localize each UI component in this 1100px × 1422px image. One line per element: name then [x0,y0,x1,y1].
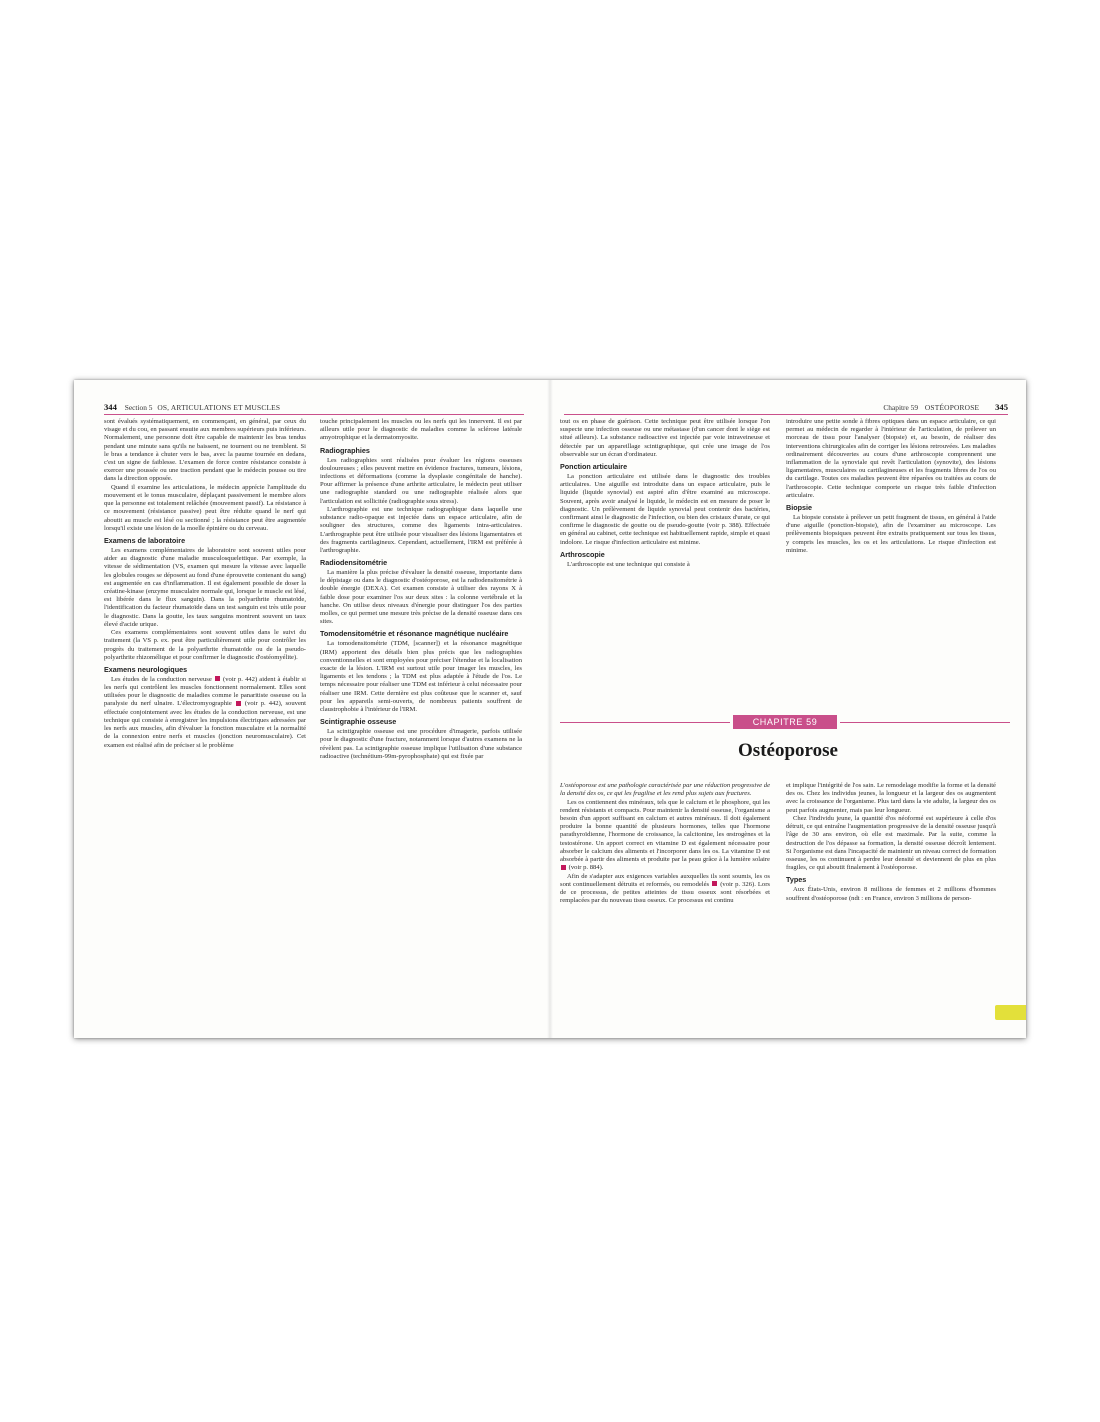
right-page-number: 345 [995,402,1008,412]
left-page-number: 344 [104,402,117,412]
chapter-band-line-left [560,722,730,723]
paragraph: Aux États-Unis, environ 8 millions de femmes et 2 millions d'hommes souffrent d'ostéoporose (ndt : en France, environ 3 millions de person- [786,886,996,902]
subsection-heading: Scintigraphie osseuse [320,717,397,727]
paragraph: Les radiographies sont réalisées pour évaluer les régions osseuses douloureuses ; elles peuvent mettre en évidence fractures, tumeurs, lésions, infections et déformations (comme la dysplasie congénitale de hanche). Pour affirmer la présence d'une arthrite articulaire, le médecin peut utiliser une radiographie standard ou une radiographie réalisée alors que l'articulation est sollicitée (radiographie sous stress). [320,456,522,505]
paragraph: La scintigraphie osseuse est une procédure d'imagerie, parfois utilisée pour le diagnostic d'une fracture, notamment lorsque d'autres examens ne la révèlent pas. La scintigraphie osseuse implique l'utilisation d'une substance radioactive (technétium-99m-pyrophosphate) qui est fixée par [320,728,522,760]
paragraph: L'arthrographie est une technique radiographique dans laquelle une substance radio-opaque est injectée dans un espace articulaire, afin de souligner des structures, comme des ligaments intra-articulaires. L'arthrographie peut être utilisée pour visualiser des lésions ligamentaires et des fragments cartilagineux. Cependant, actuellement, l'IRM est préférée à l'arthrographie. [320,505,522,554]
paragraph: La tomodensitométrie (TDM, [scanner]) et la résonance magnétique (IRM) apportent des détails bien plus précis que les radiographies conventionnelles et sont employées pour préciser l'étendue et la localisation exacte de la lésion. L'IRM est surtout utile pour imager les muscles, les ligaments et les tendons ; la TDM est plus adaptée à l'étude de l'os. Le temps nécessaire pour réaliser une TDM est inférieur à celui nécessaire pour réaliser une IRM. Cette dernière est plus coûteuse que le scanner et, sauf pour les appareils semi-ouverts, de nombreux patients souffrent de claustrophobie à l'intérieur de l'IRM. [320,640,522,713]
subsection-heading: Ponction articulaire [560,462,628,472]
section-title: OS, ARTICULATIONS ET MUSCLES [157,403,281,412]
subsection-heading: Arthroscopie [560,549,605,559]
subsection-heading: Types [786,875,807,885]
chapter-band-line-right [840,722,1010,723]
right-column-3 [560,782,770,906]
section-number: Section 5 [124,403,153,412]
cross-reference-marker-icon [561,865,566,870]
paragraph: L'arthroscopie est une technique qui consiste à [567,560,690,568]
paragraph: tout os en phase de guérison. Cette technique peut être utilisée lorsque l'on suspecte une infection osseuse ou une métastase (d'un cancer dont le siège est situé ailleurs). La substance radioactive est injectée par voie intraveineuse et détectée par un appareillage scintigraphique, qui crée une image de l'os observable sur un écran d'ordinateur. [560,418,770,458]
paragraph: Quand il examine les articulations, le médecin apprécie l'amplitude du mouvement et le tonus musculaire, déplaçant passivement le membre alors que la personne est totalement relâchée (mouvement passif). La résistance à ce mouvement (résistance passive) peut être réduite quand le nerf qui aboutit au muscle est lésé ou sectionné ; la résistance peut être augmentée lorsqu'il existe une lésion de la moelle épinière ou du cerveau. [104,483,306,532]
right-column-1 [560,418,770,569]
subsection-heading: Radiographies [320,445,370,455]
chapter-number-label: Chapitre 59 [883,403,919,412]
paragraph: Ces examens complémentaires sont souvent utiles dans le suivi du traitement (la VS p. ex. peut être particulièrement utile pour contrôler les progrès du traitement de la polyarthrite rhumatoïde ou de la pseudo-polyarthrite rhizomélique et pour confirmer le diagnostic d'ostéomyélite). [104,629,306,661]
cross-reference-marker-icon [215,676,220,681]
left-header-rule [104,414,524,415]
paragraph: touche principalement les muscles ou les nerfs qui les innervent. Il est par ailleurs utile pour le diagnostic de maladies comme la sclérose latérale amyotrophique et la dermatomyosite. [320,418,522,442]
right-running-head [883,402,1008,412]
paragraph: Les études de la conduction nerveuse (voir p. 442) aident à établir si les nerfs qui contrôlent les muscles fonctionnent normalement. Elles sont utilisées pour le diagnostic de maladies comme le panaritiste osseuse ou la paralysie du nerf ulnaire. L'électromyographie (voir p. 442), souvent effectuée conjointement avec les études de la conduction nerveuse, est une technique qui consiste à enregistrer les impulsions électriques adressées par les nerfs aux muscles, afin d'évaluer la fonction musculaire et la normalité de la connexion entre nerfs et muscles (jonction neuromusculaire). Cet examen est réalisé afin de préciser si le problème [104,675,307,749]
paragraph: Les os contiennent des minéraux, tels que le calcium et le phosphore, qui les rendent résistants et compacts. Pour maintenir la densité osseuse, l'organisme a besoin d'un apport suffisant en calcium et autres minéraux. Il doit également produire la bonne quantité de plusieurs hormones, telles que l'hormone parathyroïdienne, l'hormone de croissance, la calcitonine, les œstrogènes et la testostérone. Un apport correct en vitamine D est également nécessaire pour absorber le calcium des aliments et l'incorporer dans les os. La vitamine D est absorbée à partir des aliments et produite par la peau grâce à la lumière solaire (voir p. 884). [560,798,770,872]
left-column-1 [104,418,306,750]
left-column-2 [320,418,522,761]
paragraph: Chez l'individu jeune, la quantité d'os néoformé est supérieure à celle d'os détruit, ce qui entraîne l'augmentation progressive de la densité osseuse jusqu'à l'âge de 30 ans environ, où elle est maximale. Par la suite, comme la destruction de l'os dépasse sa formation, la densité osseuse décroît lentement. Si l'organisme est dans l'incapacité de maintenir un niveau correct de formation osseuse, les os continuent à perdre leur densité et deviennent de plus en plus fragiles, ce qui aboutit finalement à l'ostéoporose. [786,815,996,872]
paragraph: et implique l'intégrité de l'os sain. Le remodelage modifie la forme et la densité des os. Chez les individus jeunes, la longueur et la largeur des os augmentent avec la croissance de l'organisme. Plus tard dans la vie adulte, la largeur des os peut parfois augmenter, mais pas leur longueur. [786,782,996,814]
right-page [550,380,1026,1038]
cross-reference-marker-icon [236,701,241,706]
left-running-head [104,402,280,412]
subsection-heading: Tomodensitométrie et résonance magnétique nucléaire [320,629,509,639]
left-page [74,380,550,1038]
paragraph: La biopsie consiste à prélever un petit fragment de tissus, en général à l'aide d'une aiguille (ponction-biopsie), afin de l'examiner au microscope. Les prélèvements biopsiques peuvent être extraits pratiquement sur tous les tissus, y compris les muscles, les os et les articulations. Le risque d'infection est minime. [786,513,996,554]
chapter-title: Ostéoporose [738,740,838,761]
thumb-index-tab [995,1005,1026,1020]
paragraph: Les examens complémentaires de laboratoire sont souvent utiles pour aider au diagnostic d'une maladie musculosquelettique. Par exemple, la vitesse de sédimentation (VS, examen qui mesure la vitesse avec laquelle les globules rouges se déposent au fond d'une éprouvette contenant du sang) est augmentée en cas d'inflammation. Il est également possible de doser la créatine-kinase (enzyme musculaire normale qui, lorsque le muscle est lésé, est libérée dans le flux sanguin). Dans la polyarthrite rhumatoïde, l'identification du facteur rhumatoïde dans un test sanguin est très utile pour le diagnostic. Dans la goutte, les taux sanguins montrent souvent un taux élevé d'acide urique. [104,546,306,628]
right-column-2 [786,418,996,555]
paragraph: L'ostéoporose est une pathologie caractérisée par une réduction progressive de la densité des os, ce qui les fragilise et les rend plus sujets aux fractures. [560,782,770,798]
paragraph: introduire une petite sonde à fibres optiques dans un espace articulaire, ce qui permet au médecin de regarder à l'intérieur de l'articulation, de prélever un morceau de tissu pour l'analyser (biopsie) et, au besoin, de réaliser des interventions chirurgicales afin de corriger les lésions retrouvées. Les maladies ordinairement découvertes au cours d'une arthroscopie comprennent une inflammation de la synoviale qui revêt l'articulation (synovite), des lésions ligamentaires, musculaires ou cartilagineuses et les fragments libres de l'os ou du cartilage. Toutes ces maladies peuvent être réparées ou traitées au cours de l'arthroscopie. Cette technique comporte un risque très faible d'infection articulaire. [786,418,996,499]
paragraph: La manière la plus précise d'évaluer la densité osseuse, importante dans le dépistage ou dans le diagnostic d'ostéoporose, est la radiodensitométrie à double énergie (DEXA). Cet examen consiste à utiliser des rayons X à faible dose pour examiner l'os sur deux sites : la colonne vertébrale et la hanche. On utilise deux niveaux d'énergie pour distinguer l'os des parties molles, ce qui permet une mesure très précise de la densité osseuse dans ces sites. [320,569,522,626]
cross-reference-marker-icon [712,881,717,886]
book-spread [74,380,1026,1038]
subsection-heading: Radiodensitométrie [320,558,388,568]
right-header-rule [564,414,1008,415]
chapter-band [560,714,1010,730]
paragraph: La ponction articulaire est utilisée dans le diagnostic des troubles articulaires. Une aiguille est introduite dans un espace articulaire, puis le liquide (liquide synovial) est aspiré afin d'être examiné au microscope. Souvent, après avoir analysé le liquide, le médecin est en mesure de poser le diagnostic. Un prélèvement de liquide synovial peut contenir des bactéries, confirmant ainsi le diagnostic de l'infection, ou bien des cristaux d'urate, ce qui confirme le diagnostic de goutte ou de pseudo-goutte (voir p. 388). Effectuée en général au cabinet, cette technique est habituellement rapide, simple et quasi indolore. Le risque d'infection articulaire est minime. [560,472,770,546]
paragraph: Afin de s'adapter aux exigences variables auxquelles ils sont soumis, les os sont continuellement détruits et reformés, ou remodelés (voir p. 326). Lors de ce processus, de petites atteintes de tissu osseux sont résorbées et remplacées par du nouveau tissu osseux. Ce processus est continu [560,872,770,905]
right-column-4 [786,782,996,903]
subsection-heading: Biopsie [786,503,812,513]
chapter-label: CHAPITRE 59 [733,715,837,729]
subsection-heading: Examens de laboratoire [104,536,186,546]
chapter-running-title: OSTÉOPOROSE [924,403,980,412]
paragraph: sont évalués systématiquement, en commençant, en général, par ceux du visage et du cou, en passant ensuite aux membres supérieurs puis inférieurs. Normalement, une personne doit être capable de maintenir les bras tendus pendant une minute sans qu'ils ne baissent, ne tournent ou ne tremblent. Si le bras a tendance à chuter vers le bas, avec la paume tournée en dedans, c'est un signe de faiblesse. L'examen de force contre résistance consiste à exercer une poussée ou une traction pendant que le médecin pousse ou tire dans la direction opposée. [104,418,306,483]
subsection-heading: Examens neurologiques [104,664,188,674]
